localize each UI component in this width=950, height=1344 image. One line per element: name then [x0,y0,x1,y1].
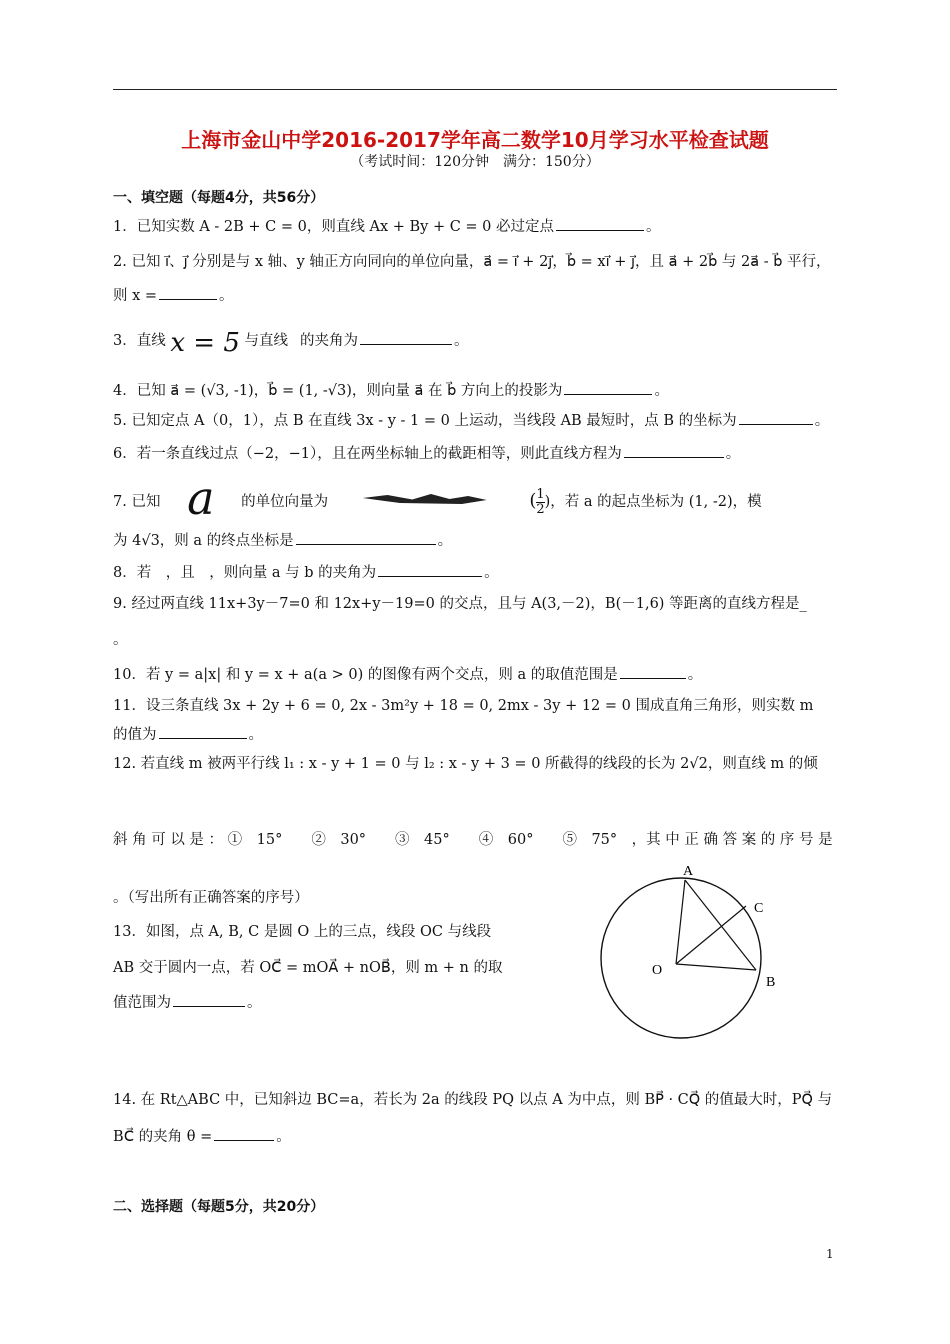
question-13-cont: AB 交于圆内一点，若 OC⃗ = mOA⃗ + nOB⃗，则 m + n 的取 [113,960,503,976]
question-14: 14. 在 Rt△ABC 中，已知斜边 BC=a，若长为 2a 的线段 PQ 以点 A 为中点，则 BP⃗ · CQ⃗ 的值最大时，PQ⃗ 与 [113,1092,833,1108]
question-12-cont2: 。（写出所有正确答案的序号） [113,890,309,906]
question-6: 6．若一条直线过点（−2，−1），且在两坐标轴上的截距相等，则此直线方程为 。 [113,443,740,464]
question-10: 10．若 y = a|x| 和 y = x + a(a > 0) 的图像有两个交点，则 a 的取值范围是 。 [113,664,702,685]
question-8: 8．若 ，且 ，则向量 a 与 b 的夹角为 。 [113,562,499,583]
answer-blank[interactable] [624,443,724,458]
label-c: C [754,901,764,916]
segment-ab [685,880,756,970]
label-b: B [766,975,776,990]
answer-blank[interactable] [739,410,813,425]
question-5: 5. 已知定点 A（0，1），点 B 在直线 3x - y - 1 = 0 上运动，当线段 AB 最短时，点 B 的坐标为 。 [113,410,829,431]
segment-oa [676,880,685,964]
answer-blank[interactable] [360,330,452,345]
section-heading-choice: 二、选择题（每题5分，共20分） [113,1199,325,1215]
smudged-formula [363,494,487,504]
question-4: 4．已知 a⃗ = (√3, -1)，b⃗ = (1, -√3)，则向量 a⃗ 在 b⃗ 方向上的投影为 。 [113,380,669,401]
question-3: 3．直线 x = 5 与直线 的夹角为 。 [113,328,469,358]
answer-blank[interactable] [173,992,245,1007]
answer-blank[interactable] [378,562,482,577]
question-2-cont: 则 x = 。 [113,285,234,306]
segment-oc [676,906,746,964]
top-rule [113,89,837,90]
answer-blank[interactable] [620,664,686,679]
question-7-cont: 为 4√3，则 a 的终点坐标是 。 [113,530,452,551]
answer-blank[interactable] [564,380,652,395]
page-title: 上海市金山中学2016-2017学年高二数学10月学习水平检查试题 [181,128,769,152]
fraction: $\frac{1}{2}$ [536,486,545,517]
answer-blank[interactable] [214,1126,274,1141]
answer-blank[interactable] [159,285,217,300]
question-7: 7. 已知 a 的单位向量为 ( $\frac{1}{2}$ )，若 a 的起点坐标为 (1, -2)，模 [113,471,762,525]
question-12: 12. 若直线 m 被两平行线 l₁ : x - y + 1 = 0 与 l₂ : x - y + 3 = 0 所截得的线段的长为 2√2，则直线 m 的倾 [113,756,818,772]
question-11-cont: 的值为 。 [113,724,263,745]
circle-o [601,878,764,1038]
question-12-cont: 斜 角 可 以 是 ： ① 15° ② 30° ③ 45° ④ 60° ⑤ 75° ，其 中 正 确 答 案 的 序 号 是 [113,832,833,848]
segment-ob [676,964,756,970]
question-1: 1．已知实数 A - 2B + C = 0，则直线 Ax + By + C = 0 必过定点 。 [113,216,661,237]
page-number: 1 [826,1247,834,1261]
question-9-cont: 。 [113,632,128,648]
circle-figure [588,860,798,1050]
answer-blank[interactable] [556,216,644,231]
question-13: 13．如图，点 A, B, C 是圆 O 上的三点，线段 OC 与线段 [113,924,492,940]
label-o: O [652,963,663,978]
answer-blank[interactable] [159,724,247,739]
exam-info: （考试时间：120分钟 满分：150分） [350,154,600,170]
question-11: 11．设三条直线 3x + 2y + 6 = 0, 2x - 3m²y + 18 = 0, 2mx - 3y + 12 = 0 围成直角三角形，则实数 m [113,698,814,714]
question-9: 9. 经过两直线 11x+3y－7=0 和 12x+y－19=0 的交点，且与 A(3,－2)，B(－1,6) 等距离的直线方程是_ [113,596,807,612]
question-14-cont: BC⃗ 的夹角 θ = 。 [113,1126,291,1147]
section-heading-fill: 一、填空题（每题4分，共56分） [113,190,325,206]
question-2: 2. 已知 i⃗、j⃗ 分别是与 x 轴、y 轴正方向同向的单位向量，a⃗ = i⃗ + 2j⃗，b⃗ = xi⃗ + j⃗，且 a⃗ + 2b⃗ 与 2a⃗ - b⃗ 平行， [113,254,831,270]
answer-blank[interactable] [296,530,436,545]
question-13-cont2: 值范围为 。 [113,992,262,1013]
label-a: A [683,864,694,879]
